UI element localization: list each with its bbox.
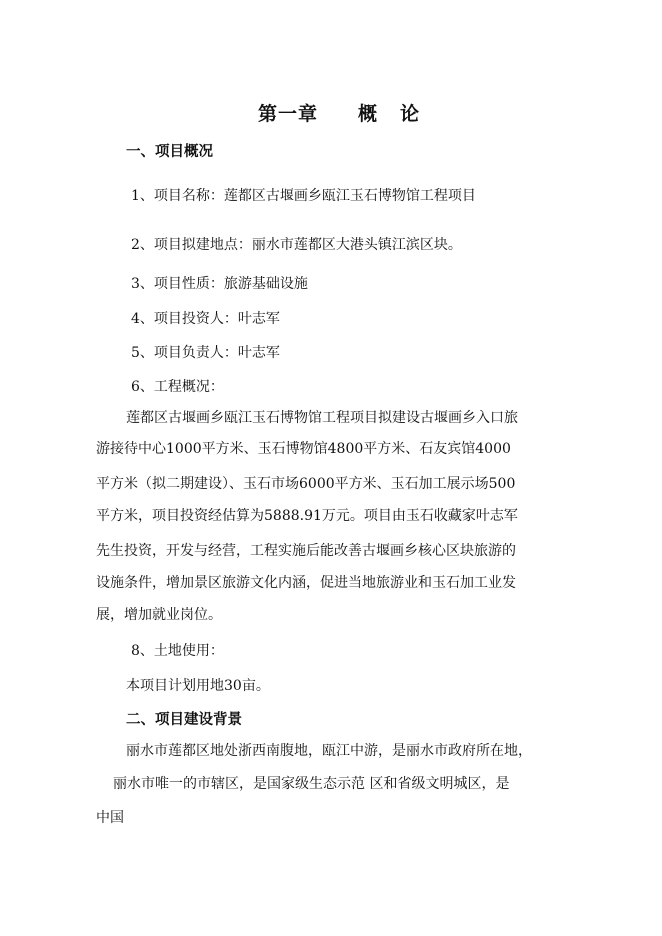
land-use-text: 本项目计划用地30亩。 (126, 678, 270, 694)
chapter-title-char-1: 概 (358, 103, 379, 125)
overview-paragraph-line: 先生投资，开发与经营，工程实施后能改善古堰画乡核心区块旅游的 (96, 543, 516, 559)
chapter-number: 第一章 (258, 103, 319, 125)
background-paragraph-line: 中国 (96, 810, 124, 826)
item-engineering-overview: 6、工程概况： (131, 379, 224, 395)
overview-paragraph-line: 莲都区古堰画乡瓯江玉石博物馆工程项目拟建设古堰画乡入口旅 (126, 410, 518, 426)
overview-paragraph-line: 展，增加就业岗位。 (96, 607, 222, 623)
item-project-name: 1、项目名称：莲都区古堰画乡瓯江玉石博物馆工程项目 (131, 188, 476, 204)
background-paragraph-line: 丽水市莲都区地处浙西南腹地，瓯江中游，是丽水市政府所在地， (126, 743, 532, 759)
overview-paragraph-line: 游接待中心1000平方米、玉石博物馆4800平方米、石友宾馆4000 (96, 441, 511, 457)
section-heading-overview: 一、项目概况 (126, 143, 213, 160)
section-heading-background: 二、项目建设背景 (126, 711, 242, 728)
overview-paragraph-line: 设施条件，增加景区旅游文化内涵，促进当地旅游业和玉石加工业发 (96, 575, 516, 591)
chapter-title-char-2: 论 (400, 103, 421, 125)
land-use-heading: 8、土地使用： (131, 643, 224, 659)
item-project-nature: 3、项目性质：旅游基础设施 (131, 276, 308, 292)
item-project-manager: 5、项目负责人：叶志军 (131, 345, 280, 361)
background-paragraph-line: 丽水市唯一的市辖区，是国家级生态示范 区和省级文明城区，是 (113, 776, 510, 792)
chapter-title (258, 104, 420, 124)
overview-paragraph-line: 平方米（拟二期建设）、玉石市场6000平方米、玉石加工展示场500 (96, 476, 516, 492)
item-project-location: 2、项目拟建地点：丽水市莲都区大港头镇江滨区块。 (131, 237, 462, 253)
item-project-investor: 4、项目投资人：叶志军 (131, 311, 280, 327)
overview-paragraph-line: 平方米，项目投资经估算为5888.91万元。项目由玉石收藏家叶志军 (96, 508, 518, 524)
